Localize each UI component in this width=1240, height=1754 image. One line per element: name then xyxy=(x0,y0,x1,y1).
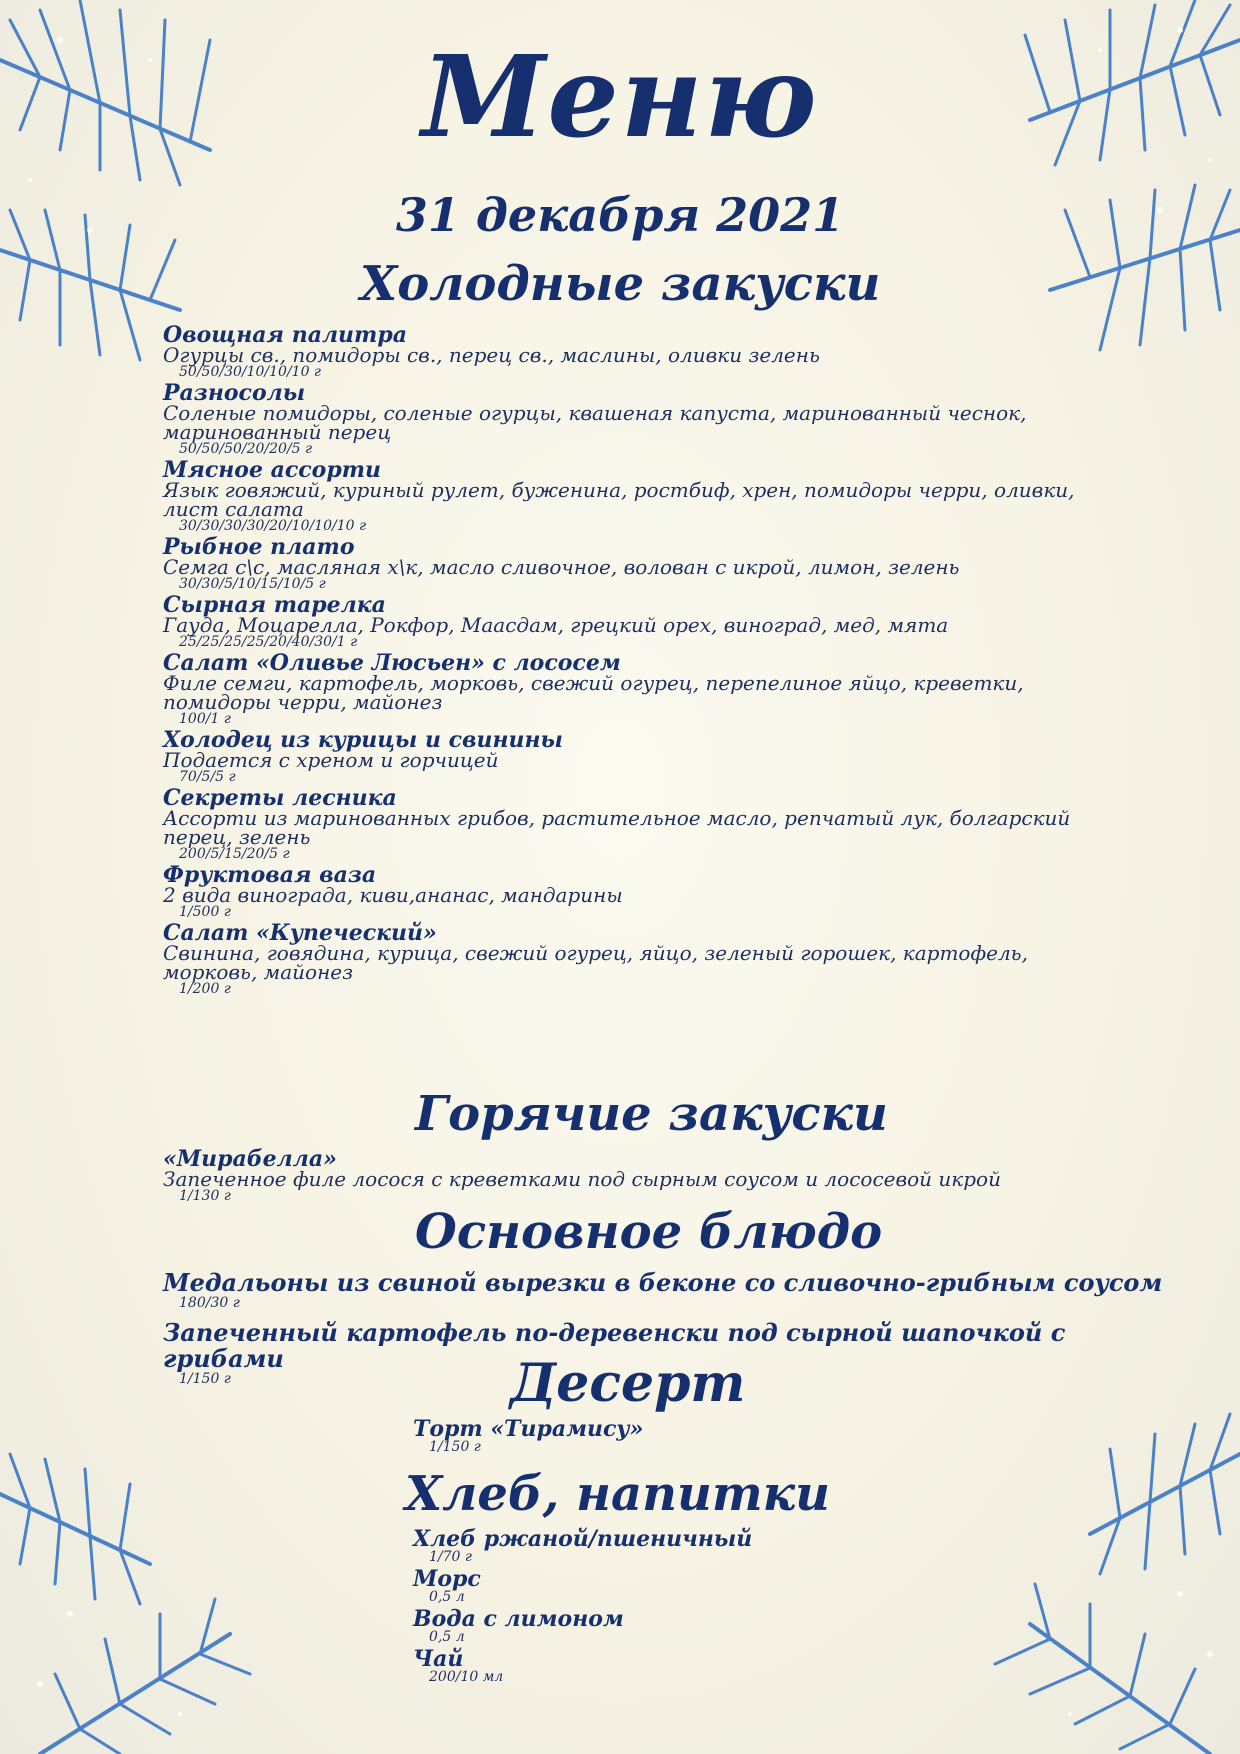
menu-date: 31 декабря 2021 xyxy=(395,188,845,242)
item-weight: 1/150 г xyxy=(429,1439,481,1455)
item-weight: 100/1 г xyxy=(179,711,231,727)
item-weight: 1/150 г xyxy=(179,1371,231,1387)
item-name: «Мирабелла» xyxy=(163,1146,337,1172)
cold-appetizers-list xyxy=(163,324,1093,999)
item-name: Хлеб ржаной/пшеничный xyxy=(413,1526,753,1552)
item-name: Салат «Оливье Люсьен» с лососем xyxy=(163,650,621,676)
menu-item xyxy=(163,1148,1093,1203)
item-weight: 0,5 л xyxy=(429,1629,465,1645)
menu-item xyxy=(163,787,1093,861)
item-description: Свинина, говядина, курица, свежий огурец, яйцо, зеленый горошек, картофель, морковь, майонез xyxy=(163,941,1028,984)
item-weight: 30/30/30/30/20/10/10/10 г xyxy=(179,518,367,534)
frost-branch-bottom-left-icon xyxy=(0,1414,360,1754)
menu-item xyxy=(163,594,1093,649)
menu-item xyxy=(413,1648,913,1684)
item-weight: 70/5/5 г xyxy=(179,769,236,785)
menu-item xyxy=(163,536,1093,591)
menu-item xyxy=(163,324,1093,379)
dessert-list xyxy=(413,1418,913,1457)
menu-item xyxy=(163,459,1093,533)
item-description: Запеченное филе лосося с креветками под сырным соусом и лососевой икрой xyxy=(163,1167,1001,1191)
hot-appetizers-list xyxy=(163,1148,1093,1206)
item-weight: 1/70 г xyxy=(429,1549,472,1565)
bread-drinks-list xyxy=(413,1528,913,1688)
item-name: Медальоны из свиной вырезки в беконе со сливочно-грибным соусом xyxy=(163,1268,1163,1297)
item-weight: 1/500 г xyxy=(179,904,231,920)
item-name: Чай xyxy=(413,1646,464,1672)
item-name: Запеченный картофель по-деревенски под сырной шапочкой с грибами xyxy=(163,1318,1066,1373)
menu-item xyxy=(413,1608,913,1644)
item-description: Язык говяжий, куриный рулет, буженина, ростбиф, хрен, помидоры черри, оливки, лист салата xyxy=(163,478,1075,521)
menu-title: Меню xyxy=(421,32,819,163)
menu-item xyxy=(163,652,1093,726)
menu-item xyxy=(163,382,1093,456)
menu-item xyxy=(413,1568,913,1604)
item-name: Фруктовая ваза xyxy=(163,862,377,888)
item-weight: 180/30 г xyxy=(179,1295,240,1311)
item-weight: 25/25/25/25/20/40/30/1 г xyxy=(179,634,358,650)
item-weight: 1/130 г xyxy=(179,1188,231,1204)
item-name: Салат «Купеческий» xyxy=(163,920,437,946)
item-name: Холодец из курицы и свинины xyxy=(163,727,563,753)
item-name: Овощная палитра xyxy=(163,322,407,348)
item-description: Семга с\с, масляная х\к, масло сливочное, волован с икрой, лимон, зелень xyxy=(163,555,960,579)
item-name: Морс xyxy=(413,1566,481,1592)
item-name: Рыбное плато xyxy=(163,534,355,560)
item-weight: 30/30/5/10/15/10/5 г xyxy=(179,576,326,592)
section-title-hot-appetizers: Горячие закуски xyxy=(415,1086,888,1142)
menu-item xyxy=(163,1270,1163,1310)
menu-item xyxy=(413,1418,913,1454)
item-weight: 1/200 г xyxy=(179,981,231,997)
section-title-main-course: Основное блюдо xyxy=(415,1204,883,1260)
item-weight: 200/5/15/20/5 г xyxy=(179,846,290,862)
frost-branch-bottom-right-icon xyxy=(880,1394,1240,1754)
item-description: Филе семги, картофель, морковь, свежий огурец, перепелиное яйцо, креветки, помидоры черри, майонез xyxy=(163,671,1024,714)
section-title-bread-drinks: Хлеб, напитки xyxy=(405,1466,831,1522)
item-name: Торт «Тирамису» xyxy=(413,1416,644,1442)
menu-item xyxy=(163,729,1093,784)
item-name: Сырная тарелка xyxy=(163,592,386,618)
item-weight: 50/50/30/10/10/10 г xyxy=(179,364,321,380)
section-title-dessert: Десерт xyxy=(510,1353,746,1414)
item-name: Секреты лесника xyxy=(163,785,397,811)
item-description: Подается с хреном и горчицей xyxy=(163,748,499,772)
item-name: Вода с лимоном xyxy=(413,1606,624,1632)
menu-item xyxy=(413,1528,913,1564)
item-description: Огурцы св., помидоры св., перец св., маслины, оливки зелень xyxy=(163,343,820,367)
menu-item xyxy=(163,922,1093,996)
item-name: Разносолы xyxy=(163,380,306,406)
item-description: Соленые помидоры, соленые огурцы, квашеная капуста, маринованный чеснок, маринованный перец xyxy=(163,401,1027,444)
menu-item xyxy=(163,864,1093,919)
section-title-cold-appetizers: Холодные закуски xyxy=(360,256,881,312)
item-weight: 200/10 мл xyxy=(429,1669,504,1685)
item-description: 2 вида винограда, киви,ананас, мандарины xyxy=(163,883,623,907)
item-weight: 50/50/50/20/20/5 г xyxy=(179,441,313,457)
item-weight: 0,5 л xyxy=(429,1589,465,1605)
item-description: Ассорти из маринованных грибов, растительное масло, репчатый лук, болгарский перец, зелень xyxy=(163,806,1071,849)
item-name: Мясное ассорти xyxy=(163,457,382,483)
item-description: Гауда, Моцарелла, Рокфор, Маасдам, грецкий орех, виноград, мед, мята xyxy=(163,613,949,637)
